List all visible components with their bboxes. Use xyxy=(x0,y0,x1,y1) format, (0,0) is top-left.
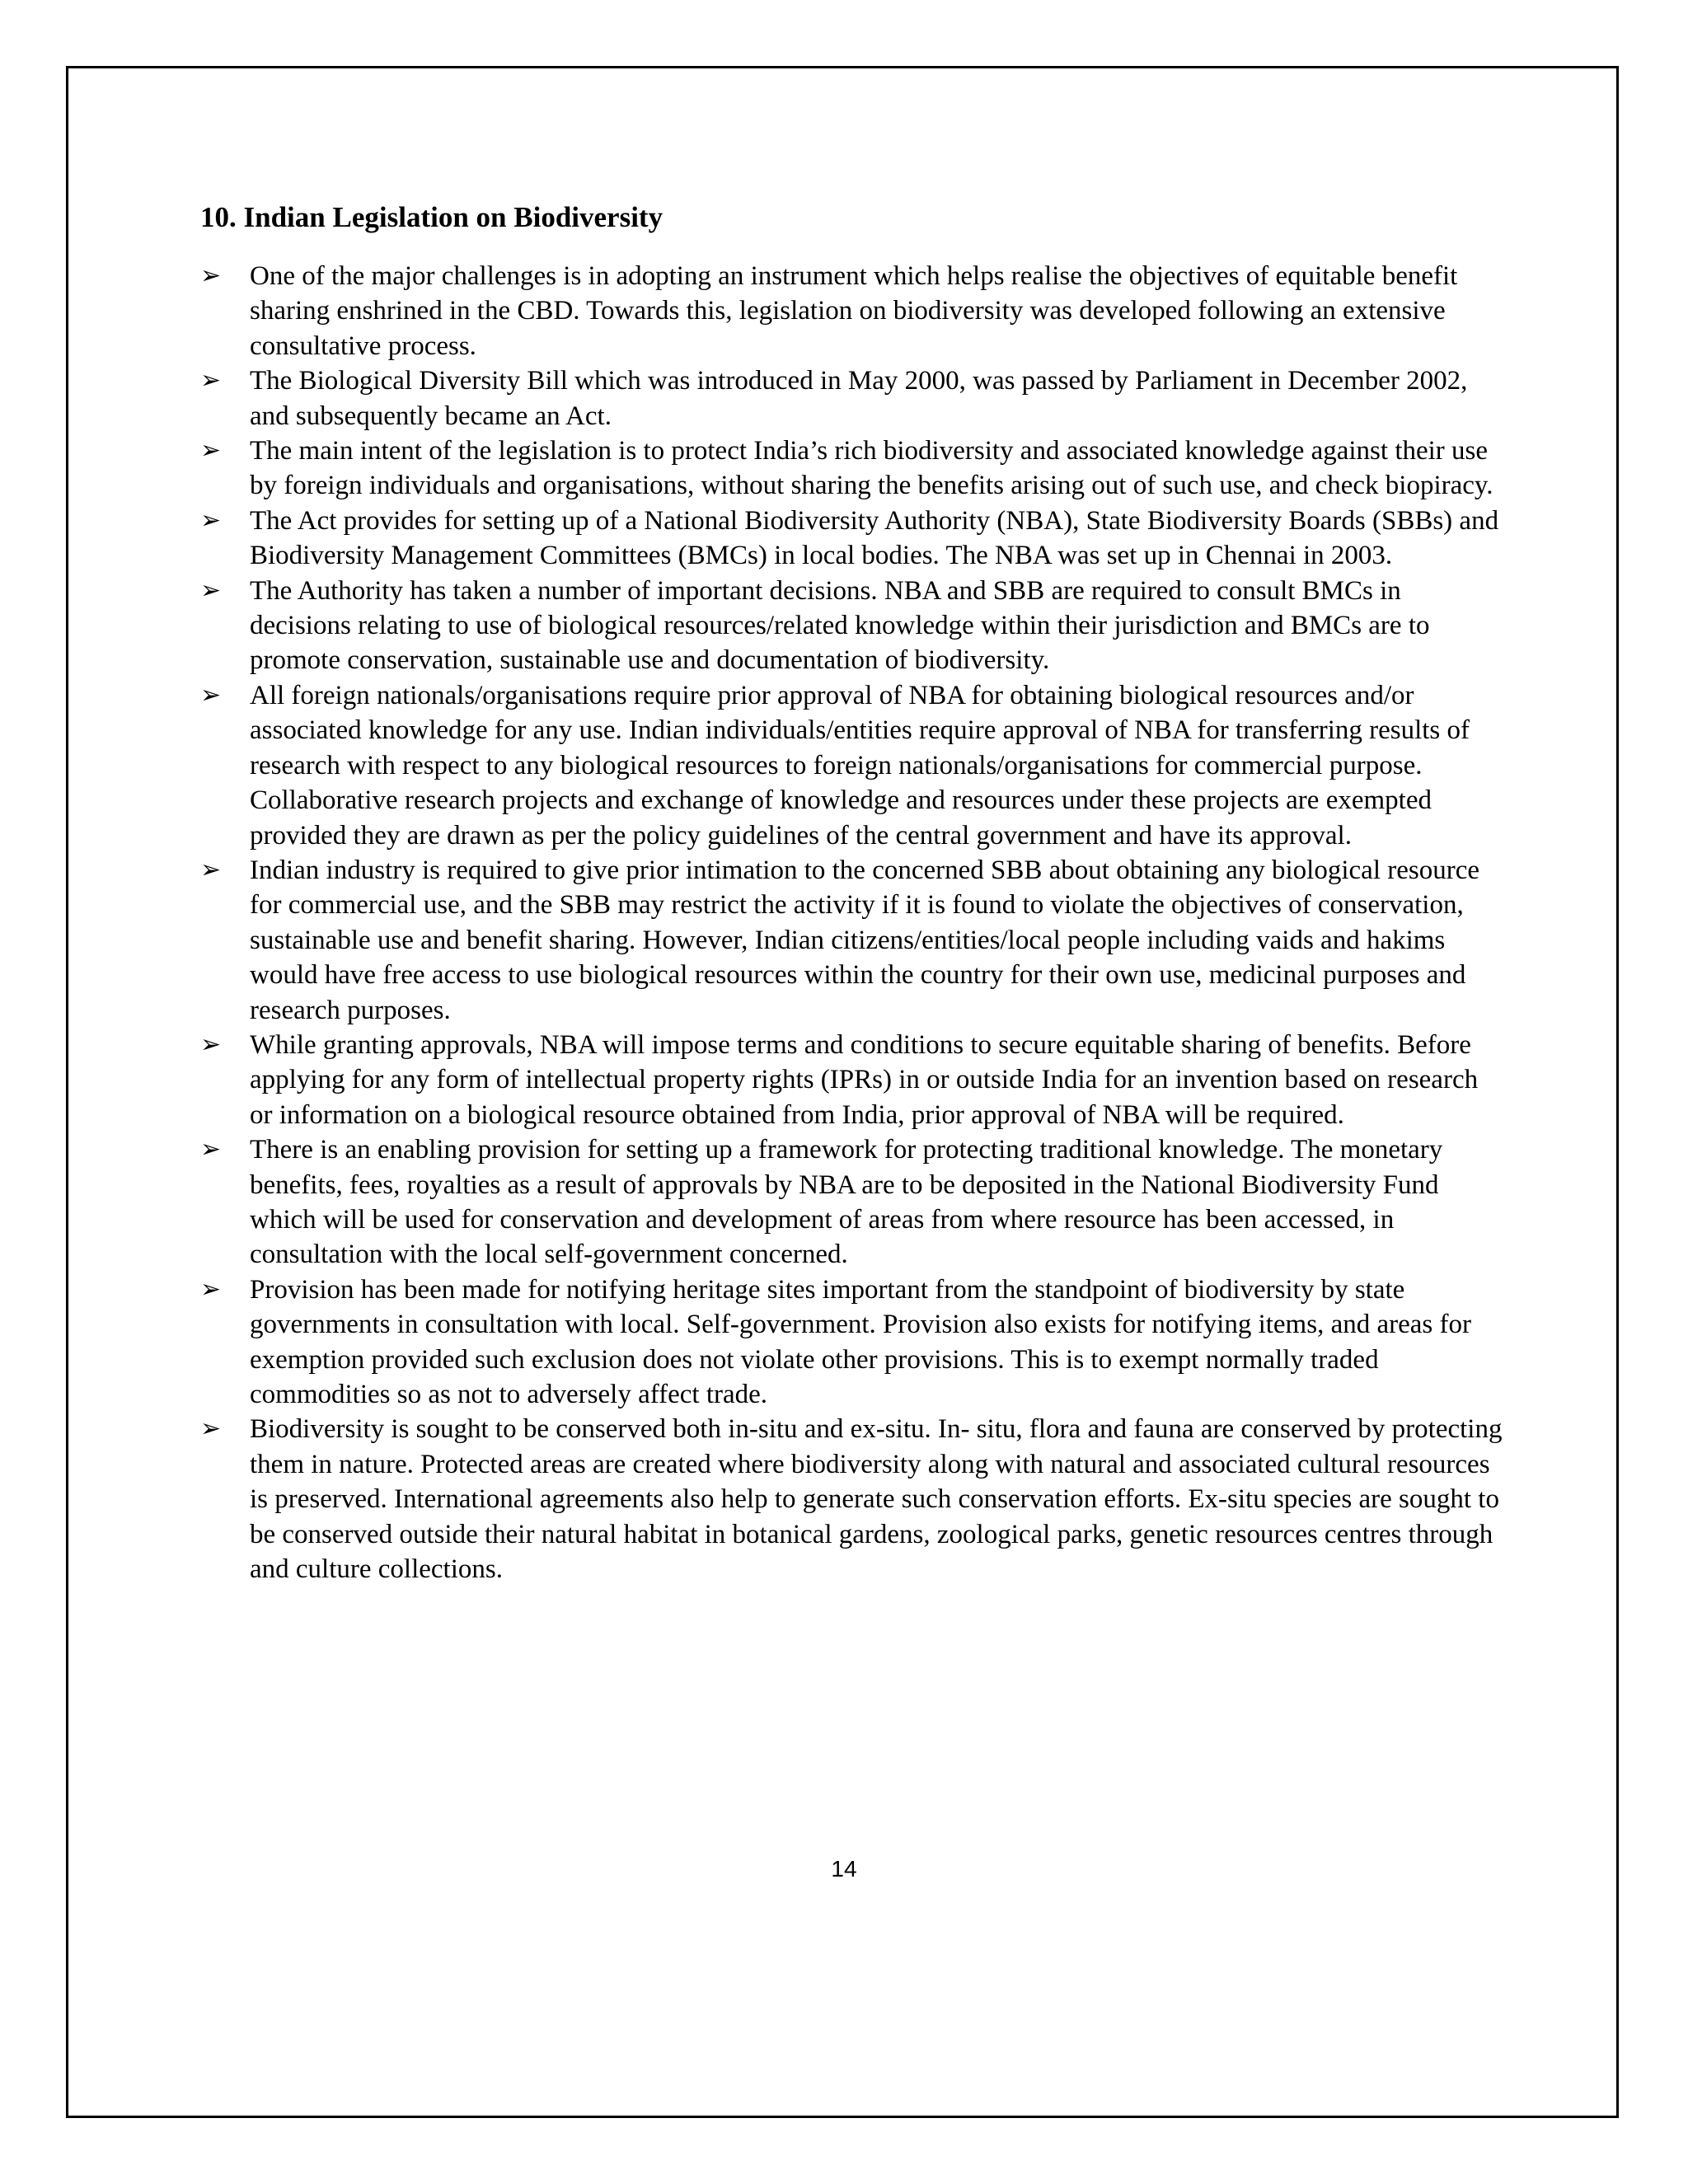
bullet-text: Biodiversity is sought to be conserved both in-situ and ex-situ. In- situ, flora and fauna are conserved by protecting them in nature. Protected areas are created where biodiversity along with natural and associated cultural resources is preserved. International agreements also help to generate such conservation efforts. Ex-situ species are sought to be conserved outside their natural habitat in botanical gardens, zoological parks, genetic resources centres through and culture collections. xyxy=(250,1414,1503,1585)
bullet-item xyxy=(200,678,1503,853)
bullet-text: While granting approvals, NBA will impose terms and conditions to secure equitable sharing of benefits. Before applying for any form of intellectual property rights (IPRs) in or outside India for an invention based on research or information on a biological resource obtained from India, prior approval of NBA will be required. xyxy=(250,1029,1479,1130)
bullet-text: The Biological Diversity Bill which was introduced in May 2000, was passed by Parliament in December 2002, and subsequently became an Act. xyxy=(250,366,1468,431)
bullet-list xyxy=(200,259,1503,1586)
bullet-item xyxy=(200,853,1503,1028)
arrow-bullet-icon: ➢ xyxy=(200,366,222,396)
bullet-text: The Act provides for setting up of a National Biodiversity Authority (NBA), State Biodiversity Boards (SBBs) and Biodiversity Management Committees (BMCs) in local bodies. The NBA was set up in Chennai in 2003. xyxy=(250,505,1499,571)
bullet-text: Provision has been made for notifying heritage sites important from the standpoint of biodiversity by state governments in consultation with local. Self-government. Provision also exists for notifying items, and areas for exemption provided such exclusion does not violate other provisions. This is to exempt normally traded commodities so as not to adversely affect trade. xyxy=(250,1274,1471,1409)
arrow-bullet-icon: ➢ xyxy=(200,1029,222,1059)
bullet-item xyxy=(200,1272,1503,1413)
arrow-bullet-icon: ➢ xyxy=(200,505,222,535)
arrow-bullet-icon: ➢ xyxy=(200,680,222,710)
bullet-text: There is an enabling provision for setting up a framework for protecting traditional knowledge. The monetary benefits, fees, royalties as a result of approvals by NBA are to be deposited in the National Biodiversity Fund which will be used for conservation and development of areas from where resource has been accessed, in consultation with the local self-government concerned. xyxy=(250,1135,1443,1270)
bullet-text: One of the major challenges is in adopting an instrument which helps realise the objectives of equitable benefit sharing enshrined in the CBD. Towards this, legislation on biodiversity was developed following an extensive consultative process. xyxy=(250,261,1458,361)
bullet-text: The main intent of the legislation is to protect India’s rich biodiversity and associated knowledge against their use by foreign individuals and organisations, without sharing the benefits arising out of such use, and check biopiracy. xyxy=(250,436,1493,501)
bullet-item xyxy=(200,1028,1503,1132)
bullet-item xyxy=(200,1412,1503,1586)
arrow-bullet-icon: ➢ xyxy=(200,575,222,605)
bullet-item xyxy=(200,574,1503,678)
section-heading: 10. Indian Legislation on Biodiversity xyxy=(200,201,663,233)
bullet-item xyxy=(200,504,1503,574)
arrow-bullet-icon: ➢ xyxy=(200,261,222,290)
bullet-text: The Authority has taken a number of important decisions. NBA and SBB are required to consult BMCs in decisions relating to use of biological resources/related knowledge within their jurisdiction and BMCs are to promote conservation, sustainable use and documentation of biodiversity. xyxy=(250,575,1430,676)
document-body xyxy=(200,196,1503,1586)
page-number: 14 xyxy=(831,1856,857,1882)
bullet-item xyxy=(200,259,1503,363)
arrow-bullet-icon: ➢ xyxy=(200,1135,222,1165)
arrow-bullet-icon: ➢ xyxy=(200,436,222,466)
bullet-item xyxy=(200,363,1503,434)
bullet-item xyxy=(200,1132,1503,1272)
arrow-bullet-icon: ➢ xyxy=(200,1274,222,1304)
arrow-bullet-icon: ➢ xyxy=(200,1414,222,1444)
bullet-item xyxy=(200,434,1503,504)
bullet-text: All foreign nationals/organisations require prior approval of NBA for obtaining biological resources and/or associated knowledge for any use. Indian individuals/entities require approval of NBA for transferring results of research with respect to any biological resources to foreign nationals/organisations for commercial purpose. Collaborative research projects and exchange of knowledge and resources under these projects are exempted provided they are drawn as per the policy guidelines of the central government and have its approval. xyxy=(250,680,1470,851)
arrow-bullet-icon: ➢ xyxy=(200,855,222,884)
bullet-text: Indian industry is required to give prior intimation to the concerned SBB about obtaining any biological resource for commercial use, and the SBB may restrict the activity if it is found to violate the objectives of conservation, sustainable use and benefit sharing. However, Indian citizens/entities/local people including vaids and hakims would have free access to use biological resources within the country for their own use, medicinal purposes and research purposes. xyxy=(250,855,1479,1025)
